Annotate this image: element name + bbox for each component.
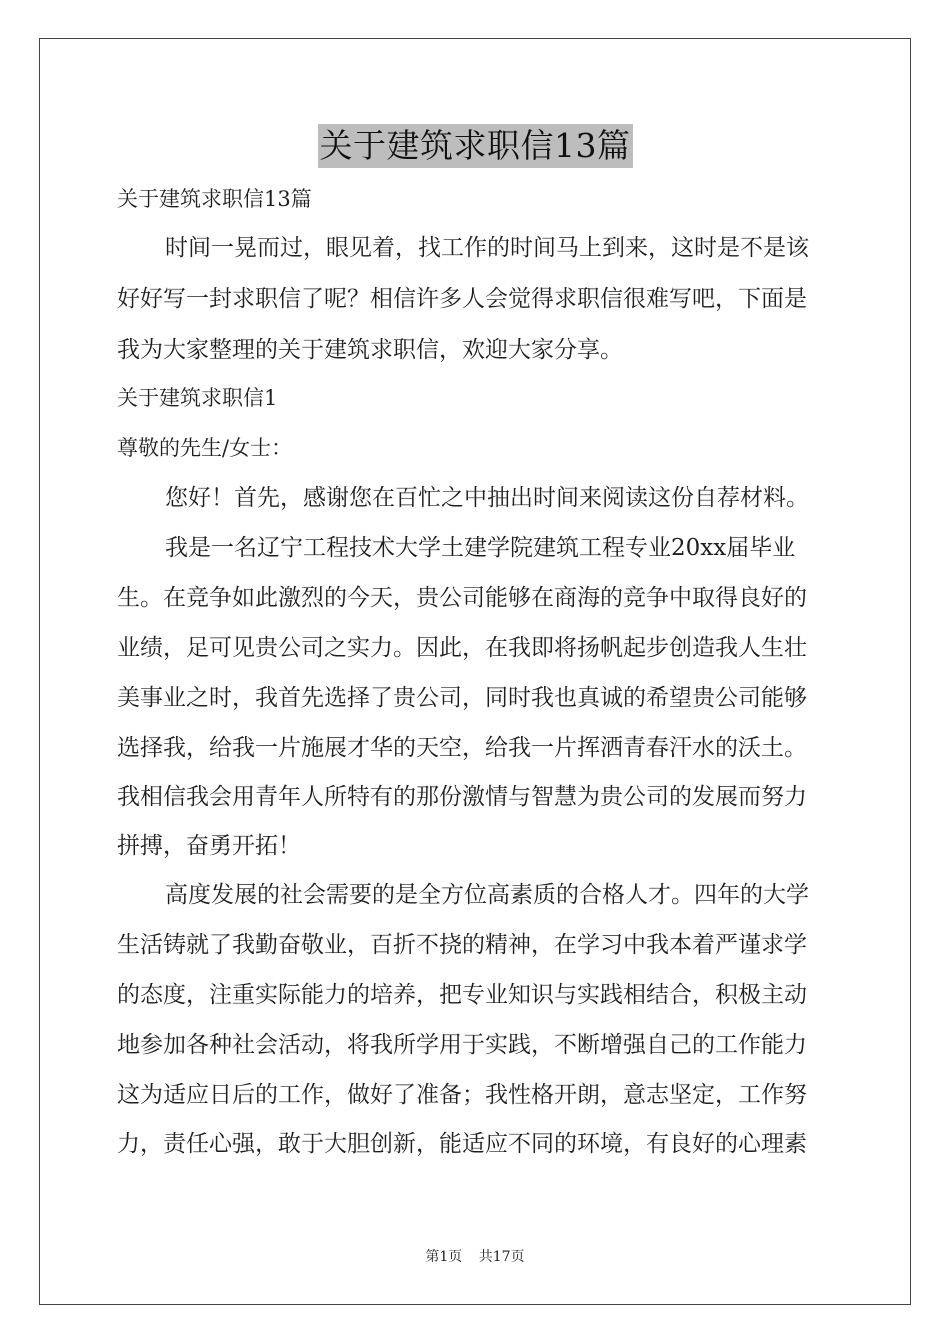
- intro-line: 时间一晃而过，眼见着，找工作的时间马上到来，这时是不是该: [165, 235, 809, 261]
- page-border: [39, 38, 911, 1305]
- paragraph-line: 美事业之时，我首先选择了贵公司，同时我也真诚的希望贵公司能够: [117, 685, 807, 711]
- total-pages: 共17页: [478, 1249, 525, 1265]
- paragraph-line: 选择我，给我一片施展才华的天空，给我一片挥洒青春汗水的沃土。: [117, 735, 807, 761]
- document-subtitle: 关于建筑求职信13篇: [117, 187, 312, 211]
- title-container: [0, 124, 950, 168]
- page-number: 第1页: [425, 1249, 463, 1265]
- salutation: 尊敬的先生/女士：: [117, 436, 293, 460]
- greeting-line: 您好！首先，感谢您在百忙之中抽出时间来阅读这份自荐材料。: [165, 485, 809, 511]
- document-title: 关于建筑求职信13篇: [318, 124, 633, 168]
- section-heading: 关于建筑求职信1: [117, 386, 278, 410]
- intro-line: 我为大家整理的关于建筑求职信，欢迎大家分享。: [117, 337, 623, 363]
- paragraph-line: 这为适应日后的工作，做好了准备；我性格开朗，意志坚定，工作努: [117, 1082, 807, 1108]
- intro-line: 好好写一封求职信了呢？相信许多人会觉得求职信很难写吧，下面是: [117, 286, 807, 312]
- paragraph-line: 生。在竞争如此激烈的今天，贵公司能够在商海的竞争中取得良好的: [117, 585, 807, 611]
- paragraph-line: 地参加各种社会活动，将我所学用于实践，不断增强自己的工作能力: [117, 1032, 807, 1058]
- paragraph-line: 生活铸就了我勤奋敬业，百折不挠的精神，在学习中我本着严谨求学: [117, 932, 807, 958]
- paragraph-line: 拼搏，奋勇开拓！: [117, 833, 301, 859]
- paragraph-line: 我相信我会用青年人所特有的那份激情与智慧为贵公司的发展而努力: [117, 784, 807, 810]
- paragraph-line: 的态度，注重实际能力的培养，把专业知识与实践相结合，积极主动: [117, 982, 807, 1008]
- paragraph-line: 力，责任心强，敢于大胆创新，能适应不同的环境，有良好的心理素: [117, 1131, 807, 1157]
- paragraph-line: 业绩，足可见贵公司之实力。因此，在我即将扬帆起步创造我人生壮: [117, 635, 807, 661]
- paragraph-line: 高度发展的社会需要的是全方位高素质的合格人才。四年的大学: [165, 882, 809, 908]
- paragraph-line: 我是一名辽宁工程技术大学土建学院建筑工程专业20xx届毕业: [165, 535, 796, 561]
- page-footer: [0, 1247, 950, 1267]
